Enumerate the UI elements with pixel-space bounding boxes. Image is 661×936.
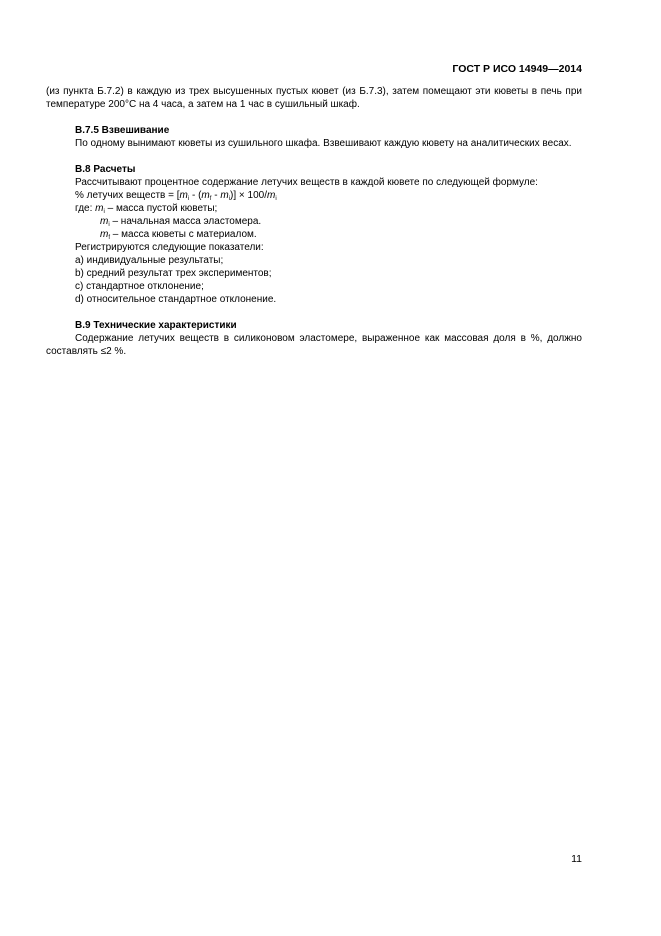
section-b75-text: По одному вынимают кюветы из сушильного шкафа. Взвешивают каждую кювету на аналитических весах. xyxy=(75,138,572,149)
def-final-mass: $m_f$ – масса кюветы с материалом. xyxy=(100,229,257,241)
section-b75-title: В.7.5 Взвешивание xyxy=(75,125,170,136)
list-item: c) стандартное отклонение; xyxy=(75,281,204,292)
section-b9-text: Содержание летучих веществ в силиконовом эластомере, выраженное как массовая доля в %, должно составлять ≤2 %. xyxy=(46,333,582,357)
section-b8-title: В.8 Расчеты xyxy=(75,164,136,175)
document-body xyxy=(46,85,582,358)
list-item: d) относительное стандартное отклонение. xyxy=(75,294,277,305)
document-header: ГОСТ Р ИСО 14949—2014 xyxy=(452,63,582,75)
def-initial-mass: $m_i$ – начальная масса эластомера. xyxy=(100,216,262,228)
intro-paragraph: (из пункта Б.7.2) в каждую из трех высушенных пустых кювет (из Б.7.3), затем помещают эти кюветы в печь при температуре 200°С на 4 часа, а затем на 1 час в сушильный шкаф. xyxy=(46,86,582,110)
section-b8-text: Рассчитывают процентное содержание летучих веществ в каждой кювете по следующей формуле: xyxy=(75,177,538,188)
formula: % летучих веществ = $[m_i - (m_f - m_i)] \times 100/m_i$ xyxy=(75,190,277,202)
page-number: 11 xyxy=(571,853,582,865)
list-item: a) индивидуальные результаты; xyxy=(75,255,224,266)
section-b9-title: В.9 Технические характеристики xyxy=(75,320,237,331)
where-line: где: $m_i$ – масса пустой кюветы; xyxy=(75,203,218,215)
register-line: Регистрируются следующие показатели: xyxy=(75,242,264,253)
list-item: b) средний результат трех экспериментов; xyxy=(75,268,272,279)
